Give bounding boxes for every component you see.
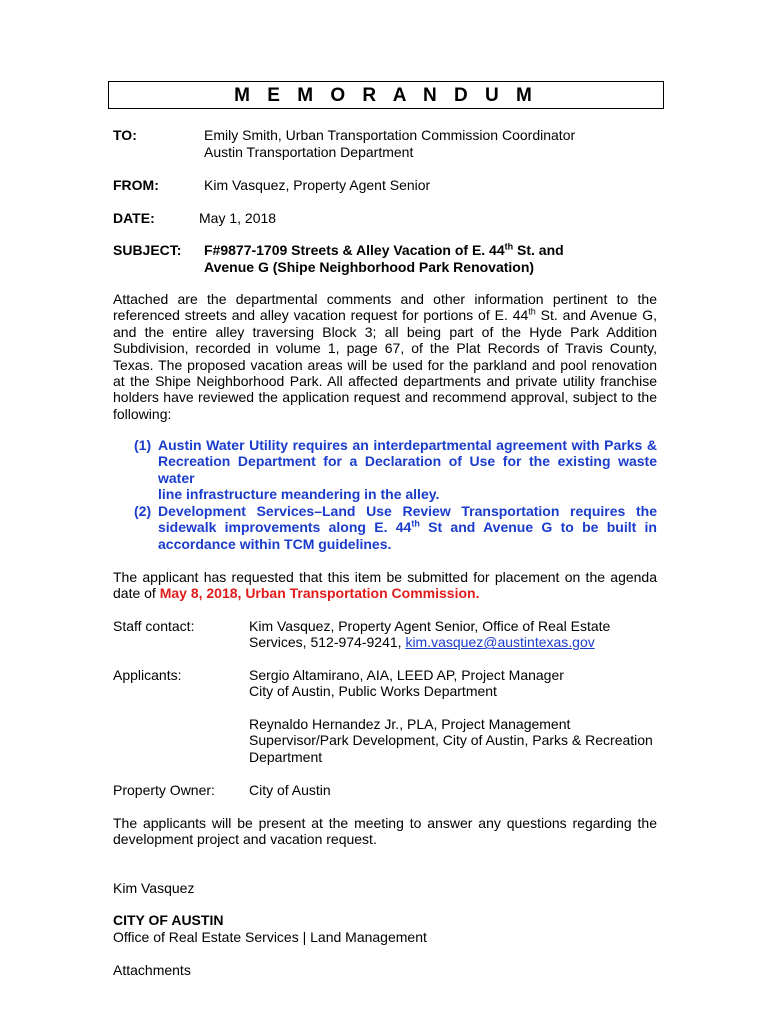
from-label: FROM: (113, 177, 159, 193)
date-value: May 1, 2018 (199, 210, 277, 226)
requirement-line (158, 519, 657, 535)
closing-paragraph (113, 815, 657, 848)
applicants-label: Applicants: (113, 667, 182, 683)
requirement-line: line infrastructure meandering in the alley. (158, 486, 440, 503)
date-label: DATE: (113, 210, 155, 226)
property-owner-label: Property Owner: (113, 782, 215, 798)
requirement-sup: th (411, 518, 420, 529)
intro-sup: th (528, 306, 536, 317)
memo-title: M E M O R A N D U M (108, 81, 664, 109)
closing-line: The applicants will be present at the meeting to answer any questions regarding the (113, 815, 657, 831)
applicant-line: Reynaldo Hernandez Jr., PLA, Project Management (249, 716, 571, 732)
staff-contact-label: Staff contact: (113, 618, 195, 634)
staff-email-link[interactable]: kim.vasquez@austintexas.gov (405, 634, 595, 651)
requirement-line-tail: St and Avenue G to be built in (419, 519, 657, 536)
to-department: Austin Transportation Department (204, 144, 414, 160)
agenda-prefix: date of (113, 585, 160, 602)
applicant-line: City of Austin, Public Works Department (249, 683, 497, 700)
agenda-line (113, 585, 657, 601)
subject-line2: Avenue G (Shipe Neighborhood Park Renovation) (204, 259, 535, 275)
property-owner-value: City of Austin (249, 782, 331, 798)
requirement-line: Development Services–Land Use Review Transportation requires the (158, 503, 657, 519)
agenda-paragraph (113, 569, 657, 602)
requirement-line: Recreation Department for a Declaration of Use for the existing waste water (158, 453, 657, 486)
intro-line (113, 307, 657, 323)
applicant-line: Department (249, 748, 323, 765)
intro-line: at the Shipe Neighborhood Park. All affected departments and private utility franchise (113, 373, 657, 390)
requirement-line-text: sidewalk improvements along E. 44 (158, 519, 412, 536)
subject-sup: th (504, 241, 514, 252)
requirement-2 (134, 503, 657, 552)
intro-line: and the entire alley traversing Block 3; all being part of the Hyde Park Addition (113, 323, 657, 340)
applicant-line: Sergio Altamirano, AIA, LEED AP, Project Manager (249, 667, 564, 683)
intro-line: Texas. The proposed vacation areas will be used for the parkland and pool renovation (113, 356, 657, 373)
subject-label: SUBJECT: (113, 242, 182, 258)
requirement-line: Austin Water Utility requires an interdepartmental agreement with Parks & (158, 437, 657, 453)
applicant-1 (249, 667, 564, 700)
staff-line: Kim Vasquez, Property Agent Senior, Office of Real Estate (249, 618, 611, 634)
subject-text-tail: St. and (513, 242, 564, 258)
requirement-number: (2) (134, 503, 152, 519)
from-value: Kim Vasquez, Property Agent Senior (204, 177, 431, 193)
intro-line: following: (113, 405, 172, 422)
requirement-line: accordance within TCM guidelines. (158, 535, 392, 552)
applicant-2 (249, 716, 653, 765)
requirement-number: (1) (134, 437, 152, 453)
requirement-text (158, 503, 657, 552)
to-name: Emily Smith, Urban Transportation Commission Coordinator (204, 127, 576, 143)
intro-paragraph (113, 291, 657, 422)
intro-line-text: referenced streets and alley vacation request for portions of E. 44 (113, 307, 529, 324)
intro-line: Attached are the departmental comments and other information pertinent to the (113, 291, 657, 307)
attachments-label: Attachments (113, 962, 191, 978)
closing-line: development project and vacation request. (113, 831, 377, 848)
intro-line: holders have reviewed the application request and recommend approval, subject to the (113, 389, 657, 406)
signature-name: Kim Vasquez (113, 880, 195, 896)
staff-contact-value (249, 618, 610, 651)
intro-line: Subdivision, recorded in volume 1, page 67, of the Plat Records of Travis County, (113, 340, 657, 357)
to-value (204, 127, 575, 161)
agenda-line: The applicant has requested that this item be submitted for placement on the agenda (113, 569, 657, 585)
applicant-line: Supervisor/Park Development, City of Austin, Parks & Recreation (249, 732, 653, 749)
signature-org: CITY OF AUSTIN (113, 912, 224, 928)
subject-line1 (204, 242, 564, 259)
intro-line-tail: St. and Avenue G, (535, 307, 657, 324)
agenda-date-highlight: May 8, 2018, Urban Transportation Commission. (159, 585, 480, 602)
subject-value (204, 242, 564, 276)
staff-line (249, 634, 610, 650)
signature-dept: Office of Real Estate Services | Land Management (113, 929, 427, 945)
requirement-text (158, 437, 657, 503)
staff-phone: Services, 512-974-9241, (249, 634, 406, 651)
subject-text: F#9877-1709 Streets & Alley Vacation of E. 44 (204, 242, 505, 258)
to-label: TO: (113, 127, 137, 143)
requirement-1 (134, 437, 657, 503)
